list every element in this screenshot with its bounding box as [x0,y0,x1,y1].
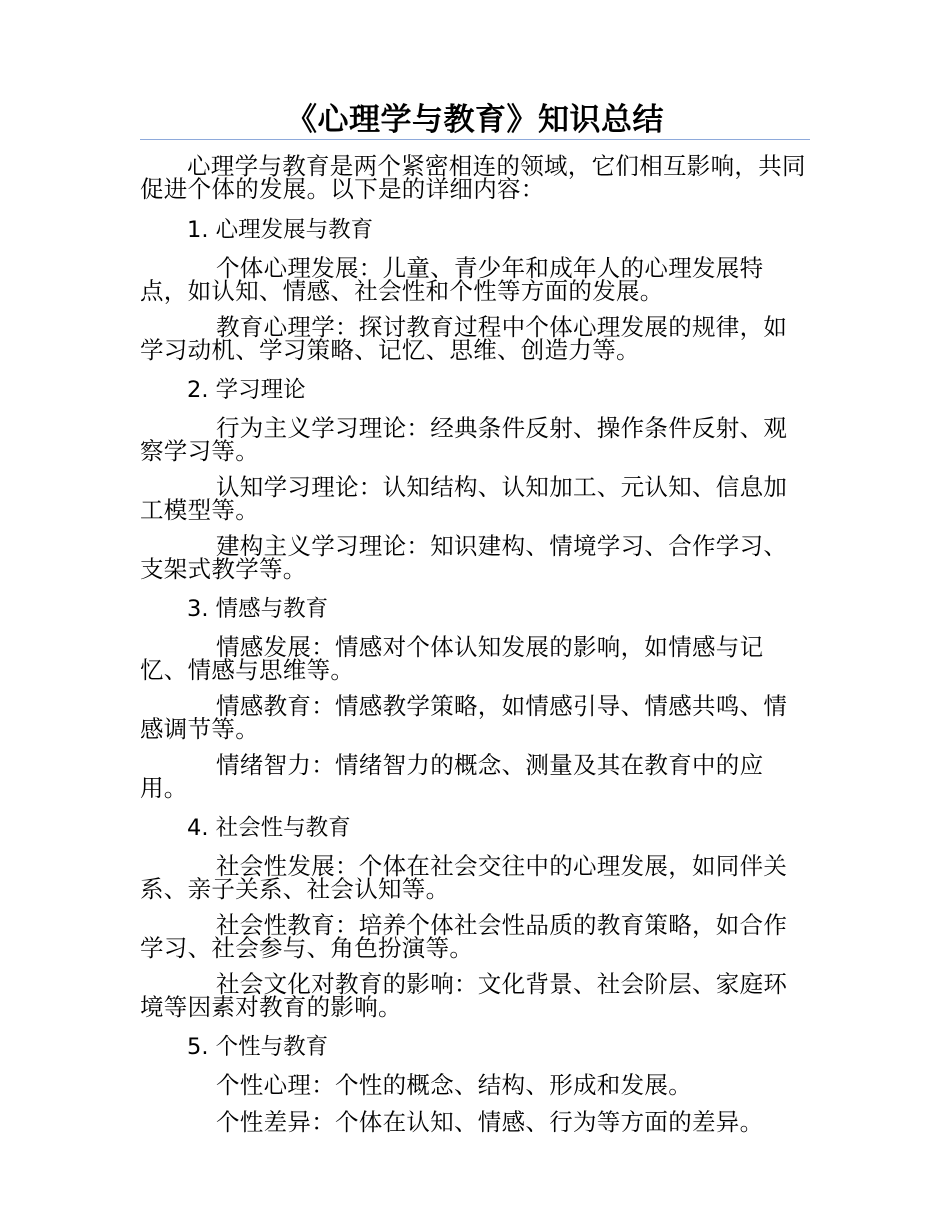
section-title: 学习理论 [215,377,306,403]
section-heading-3 [140,594,810,624]
section-title: 个性与教育 [215,1034,329,1060]
section-item: 个性心理：个性的概念、结构、形成和发展。 [216,1071,692,1099]
section-heading-5 [140,1032,810,1062]
section-heading-2 [140,375,810,405]
section-title: 心理发展与教育 [215,217,374,243]
section-item: 教育心理学：探讨教育过程中个体心理发展的规律，如学习动机、学习策略、记忆、思维、创造力等。 [140,313,788,364]
section-item: 认知学习理论：认知结构、认知加工、元认知、信息加工模型等。 [140,473,788,524]
section-item: 个体心理发展：儿童、青少年和成年人的心理发展特点，如认知、情感、社会性和个性等方面的发展。 [140,254,764,305]
section-item: 社会文化对教育的影响：文化背景、社会阶层、家庭环境等因素对教育的影响。 [140,970,788,1021]
intro-paragraph: 心理学与教育是两个紧密相连的领域，它们相互影响，共同促进个体的发展。以下是的详细内容： [140,152,806,203]
section-item: 社会性发展：个体在社会交往中的心理发展，如同伴关系、亲子关系、社会认知等。 [140,852,788,903]
section-item: 情感发展：情感对个体认知发展的影响，如情感与记忆、情感与思维等。 [140,633,764,684]
section-heading-1 [140,215,810,245]
section-number: 5. [187,1034,209,1060]
section-number: 3. [187,596,209,622]
section-number: 4. [187,815,209,841]
section-item: 情绪智力：情绪智力的概念、测量及其在教育中的应用。 [140,751,764,802]
section-item: 个性差异：个体在认知、情感、行为等方面的差异。 [216,1108,764,1136]
section-title: 情感与教育 [215,596,329,622]
section-number: 1. [187,217,209,243]
section-title: 社会性与教育 [215,815,351,841]
section-number: 2. [187,377,209,403]
section-heading-4 [140,813,810,843]
section-item: 行为主义学习理论：经典条件反射、操作条件反射、观察学习等。 [140,414,788,465]
section-item: 建构主义学习理论：知识建构、情境学习、合作学习、支架式教学等。 [140,532,788,583]
document-body [140,152,810,1148]
page-title: 《心理学与教育》知识总结 [286,102,664,138]
section-item: 社会性教育：培养个体社会性品质的教育策略，如合作学习、社会参与、角色扮演等。 [140,911,788,962]
title-underline [140,139,810,140]
section-item: 情感教育：情感教学策略，如情感引导、情感共鸣、情感调节等。 [140,692,788,743]
